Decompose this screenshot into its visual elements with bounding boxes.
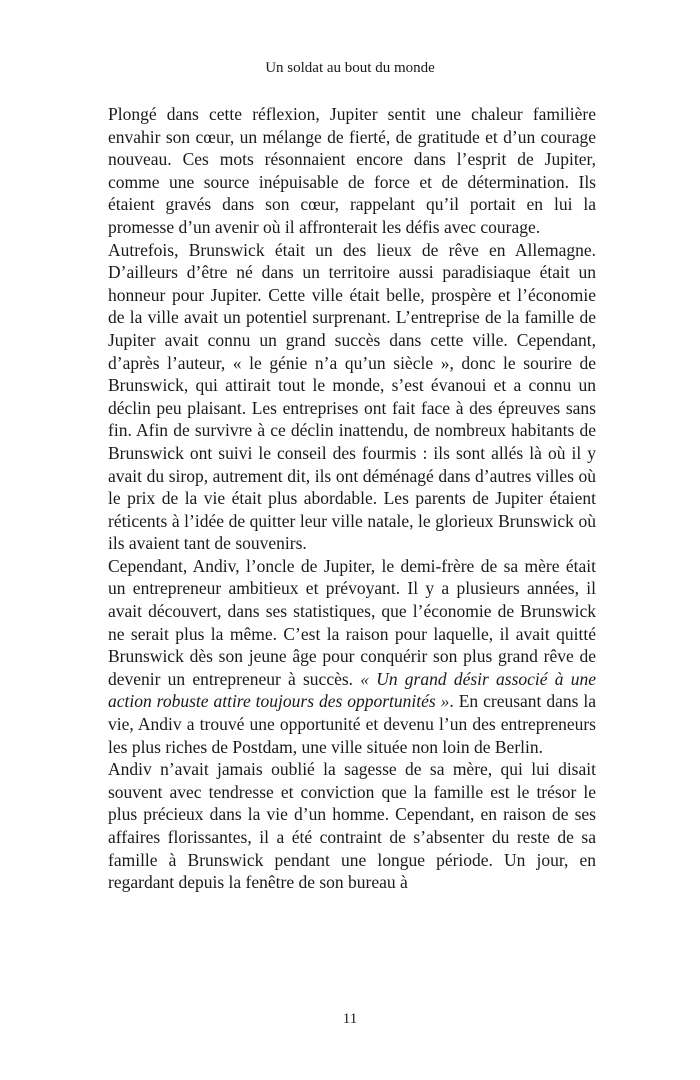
paragraph-1: Plongé dans cette réflexion, Jupiter sentit une chaleur familière envahir son cœur, un mélange de fierté, de gratitude et d’un courage nouveau. Ces mots résonnaient encore dans l’esprit de Jupiter, comme une source inépuisable de force et de détermination. Ils étaient gravés dans son cœur, rappelant qu’il portait en lui la promesse d’un avenir où il affronterait les défis avec courage. xyxy=(108,104,596,237)
running-header: Un soldat au bout du monde xyxy=(265,60,435,76)
body-text xyxy=(108,103,596,894)
paragraph-2: Autrefois, Brunswick était un des lieux de rêve en Allemagne. D’ailleurs d’être né dans un territoire aussi paradisiaque était un honneur pour Jupiter. Cette ville était belle, prospère et l’économie de la ville avait un potentiel surprenant. L’entreprise de la famille de Jupiter avait connu un grand succès dans cette ville. Cependant, d’après l’auteur, « le génie n’a qu’un siècle », donc le sourire de Brunswick, qui attirait tout le monde, s’est évanoui et a connu un déclin peu plaisant. Les entreprises ont fait face à des épreuves sans fin. Afin de survivre à ce déclin inattendu, de nombreux habitants de Brunswick ont suivi le conseil des fourmis : ils sont allés là où il y avait du sirop, autrement dit, ils ont déménagé dans d’autres villes où le prix de la vie était plus abordable. Les parents de Jupiter étaient réticents à l’idée de quitter leur ville natale, le glorieux Brunswick où ils avaient tant de souvenirs. xyxy=(108,239,596,554)
paragraph-3-text-before: Cependant, Andiv, l’oncle de Jupiter, le demi-frère de sa mère était un entrepreneur ambitieux et prévoyant. Il y a plusieurs années, il avait découvert, dans ses statistiques, que l’économie de Brunswick ne serait plus la même. C’est la raison pour laquelle, il avait quitté Brunswick dès son jeune âge pour conquérir son plus grand rêve de devenir un entrepreneur à succès. xyxy=(108,555,596,689)
paragraph-4: Andiv n’avait jamais oublié la sagesse de sa mère, qui lui disait souvent avec tendresse et conviction que la famille est le trésor le plus précieux dans la vie d’un homme. Cependant, en raison de ses affaires florissantes, il a été contraint de s’absenter du reste de sa famille à Brunswick pendant une longue période. Un jour, en regardant depuis la fenêtre de son bureau à xyxy=(108,759,596,893)
paragraph-3 xyxy=(108,555,596,758)
italic-quote: « Un grand désir associé à une action robuste attire toujours des opportunités » xyxy=(108,668,596,712)
page-number: 11 xyxy=(342,1011,358,1027)
paragraph-3-text-after: . En creusant dans la vie, Andiv a trouvé une opportunité et devenu l’un des entrepreneurs les plus riches de Postdam, une ville située non loin de Berlin. xyxy=(108,691,596,757)
